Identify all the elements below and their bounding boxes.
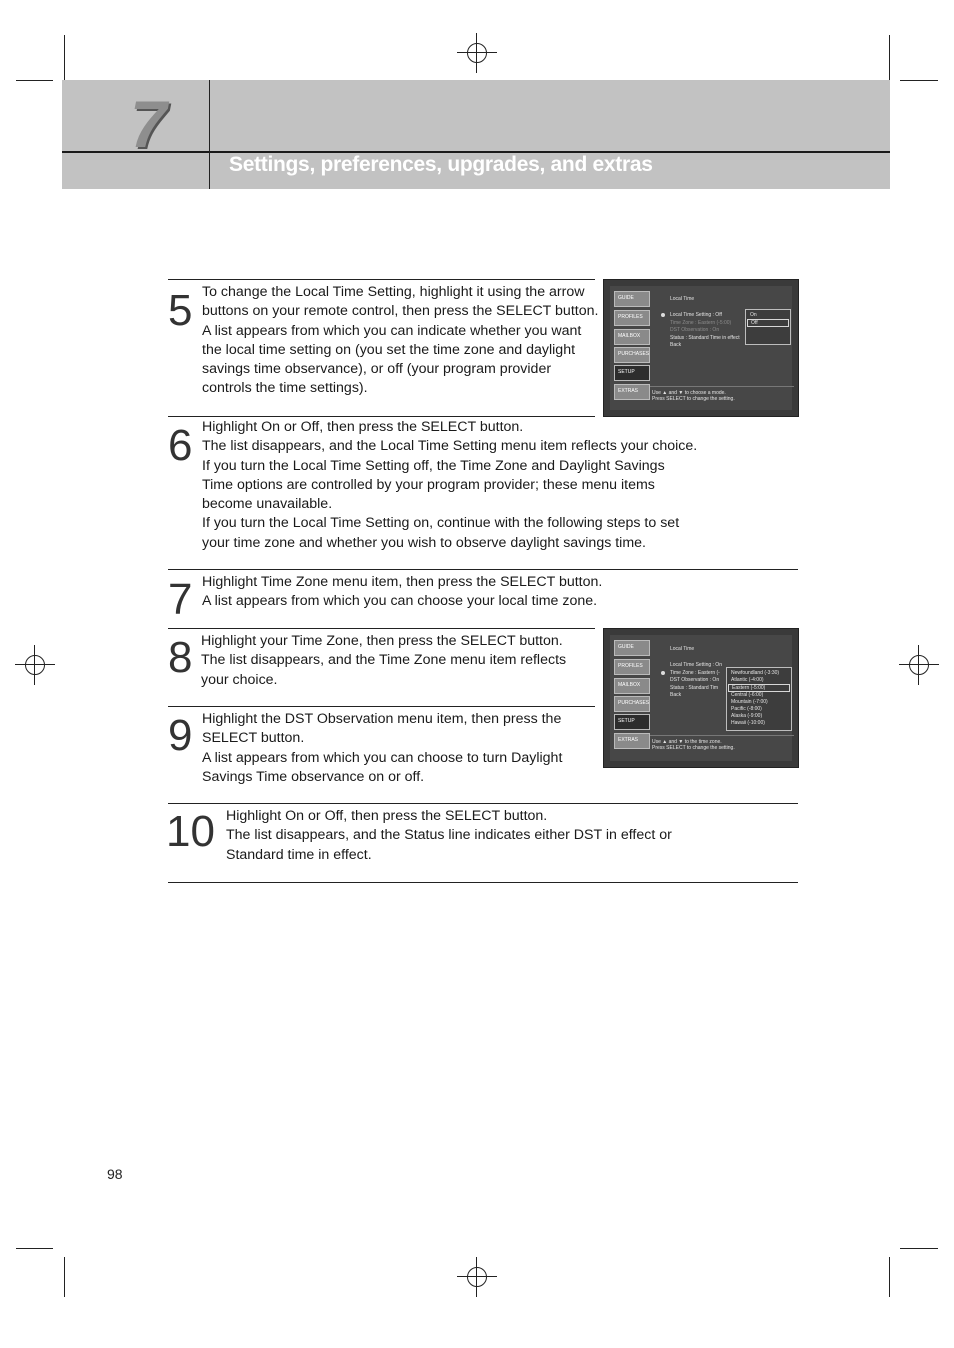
menu-tab: PROFILES [614, 310, 650, 326]
selection-bullet [661, 671, 665, 675]
menu-tab-selected: SETUP [614, 365, 650, 381]
step-divider [168, 803, 798, 804]
step-number: 9 [168, 711, 193, 760]
step-text: Highlight your Time Zone, then press the SELECT button. The list disappears, and the Time Zone menu item reflects your choice. [201, 633, 567, 688]
option-item: Newfoundland (-3:30) [731, 670, 780, 676]
menu-tab: EXTRAS [614, 384, 650, 400]
menu-tab: MAILBOX [614, 678, 650, 694]
step-number: 6 [168, 421, 193, 470]
step-text: Highlight On or Off, then press the SELECT button. The list disappears, and the Local Time Setting menu item reflects your choice. If you turn the Local Time Setting off, the Time Zone and Daylight Savings Time options are controlled by your program provider; these menu items become unavailable. If you turn the Local Time Setting on, continue with the following steps to set your time zone and whether you wish to observe daylight savings time. [202, 419, 698, 551]
crop-mark [889, 1257, 890, 1297]
step-divider [168, 416, 595, 417]
menu-item: Status : Standard Time in effect [670, 335, 740, 341]
help-bar: Use ▲ and ▼ to choose a mode. Press SELECT to change the setting. [650, 386, 794, 403]
registration-mark [15, 645, 55, 685]
option-item: On [750, 312, 757, 318]
option-item-highlighted: Off [747, 319, 789, 327]
menu-tab: PROFILES [614, 659, 650, 675]
screenshot-time-zone [603, 628, 799, 768]
menu-item: Back [670, 692, 682, 698]
menu-item: DST Observation : On [670, 327, 720, 333]
page-number: 98 [107, 1166, 123, 1182]
option-item: Pacific (-8:00) [731, 706, 762, 712]
step-number: 5 [168, 286, 193, 335]
menu-item: Local Time Setting : Off [670, 312, 722, 318]
menu-item: Back [670, 342, 682, 348]
menu-item: Local Time Setting : On [670, 662, 722, 668]
option-item: Central (-6:00) [731, 692, 764, 698]
crop-mark [16, 1248, 53, 1249]
step-divider [168, 882, 798, 883]
screen-heading: Local Time [670, 296, 695, 302]
menu-item: DST Observation : On [670, 677, 720, 683]
option-item: Hawaii (-10:00) [731, 720, 765, 726]
screen-heading: Local Time [670, 646, 695, 652]
registration-mark [457, 33, 497, 73]
header-divider [209, 80, 210, 189]
option-popup [745, 309, 791, 345]
chapter-title: Settings, preferences, upgrades, and extras [229, 153, 653, 176]
menu-tab-selected: SETUP [614, 714, 650, 730]
option-item: Alaska (-9:00) [731, 713, 763, 719]
menu-item: Time Zone : Eastern (- [670, 670, 720, 676]
step-number: 7 [168, 575, 193, 624]
step-text: Highlight On or Off, then press the SELECT button. The list disappears, and the Status line indicates either DST in effect or Standard time in effect. [226, 808, 672, 863]
crop-mark [900, 80, 938, 81]
menu-tab: GUIDE [614, 640, 650, 656]
chapter-number: 7 [130, 87, 167, 161]
step-divider [168, 706, 595, 707]
step-number: 10 [166, 807, 215, 856]
step-text: Highlight Time Zone menu item, then press the SELECT button. A list appears from which you can choose your local time zone. [202, 574, 603, 610]
step-number: 8 [168, 633, 193, 682]
menu-tab: EXTRAS [614, 733, 650, 749]
option-item-highlighted: Eastern (-5:00) [728, 684, 790, 692]
step-text: Highlight the DST Observation menu item, then press the SELECT button. A list appears from which you can choose to turn Daylight Savings Time observance on or off. [202, 711, 563, 785]
menu-tab: GUIDE [614, 291, 650, 307]
menu-tab: MAILBOX [614, 329, 650, 345]
step-divider [168, 279, 595, 280]
option-item: Atlantic (-4:00) [731, 677, 764, 683]
registration-mark [899, 645, 939, 685]
crop-mark [16, 80, 53, 81]
option-item: Mountain (-7:00) [731, 699, 768, 705]
registration-mark [457, 1257, 497, 1297]
crop-mark [64, 1257, 65, 1297]
step-text: To change the Local Time Setting, highlight it using the arrow buttons on your remote control, then press the SELECT button. A list appears from which you can indicate whether you want the local time setting on (you set the time zone and daylight savings time observance), or off (your program provider controls the time settings). [202, 284, 599, 397]
menu-item: Status : Standard Tim [670, 685, 719, 691]
help-bar: Use ▲ and ▼ to the time zone. Press SELECT to change the setting. [650, 735, 794, 752]
menu-tab: PURCHASES [614, 347, 650, 363]
menu-item: Time Zone : Eastern (-5:00) [670, 320, 732, 326]
step-divider [168, 628, 595, 629]
selection-bullet [661, 313, 665, 317]
crop-mark [900, 1248, 938, 1249]
option-popup [726, 667, 792, 731]
screenshot-local-time-setting [603, 279, 799, 417]
menu-tab: PURCHASES [614, 696, 650, 712]
step-divider [168, 569, 798, 570]
